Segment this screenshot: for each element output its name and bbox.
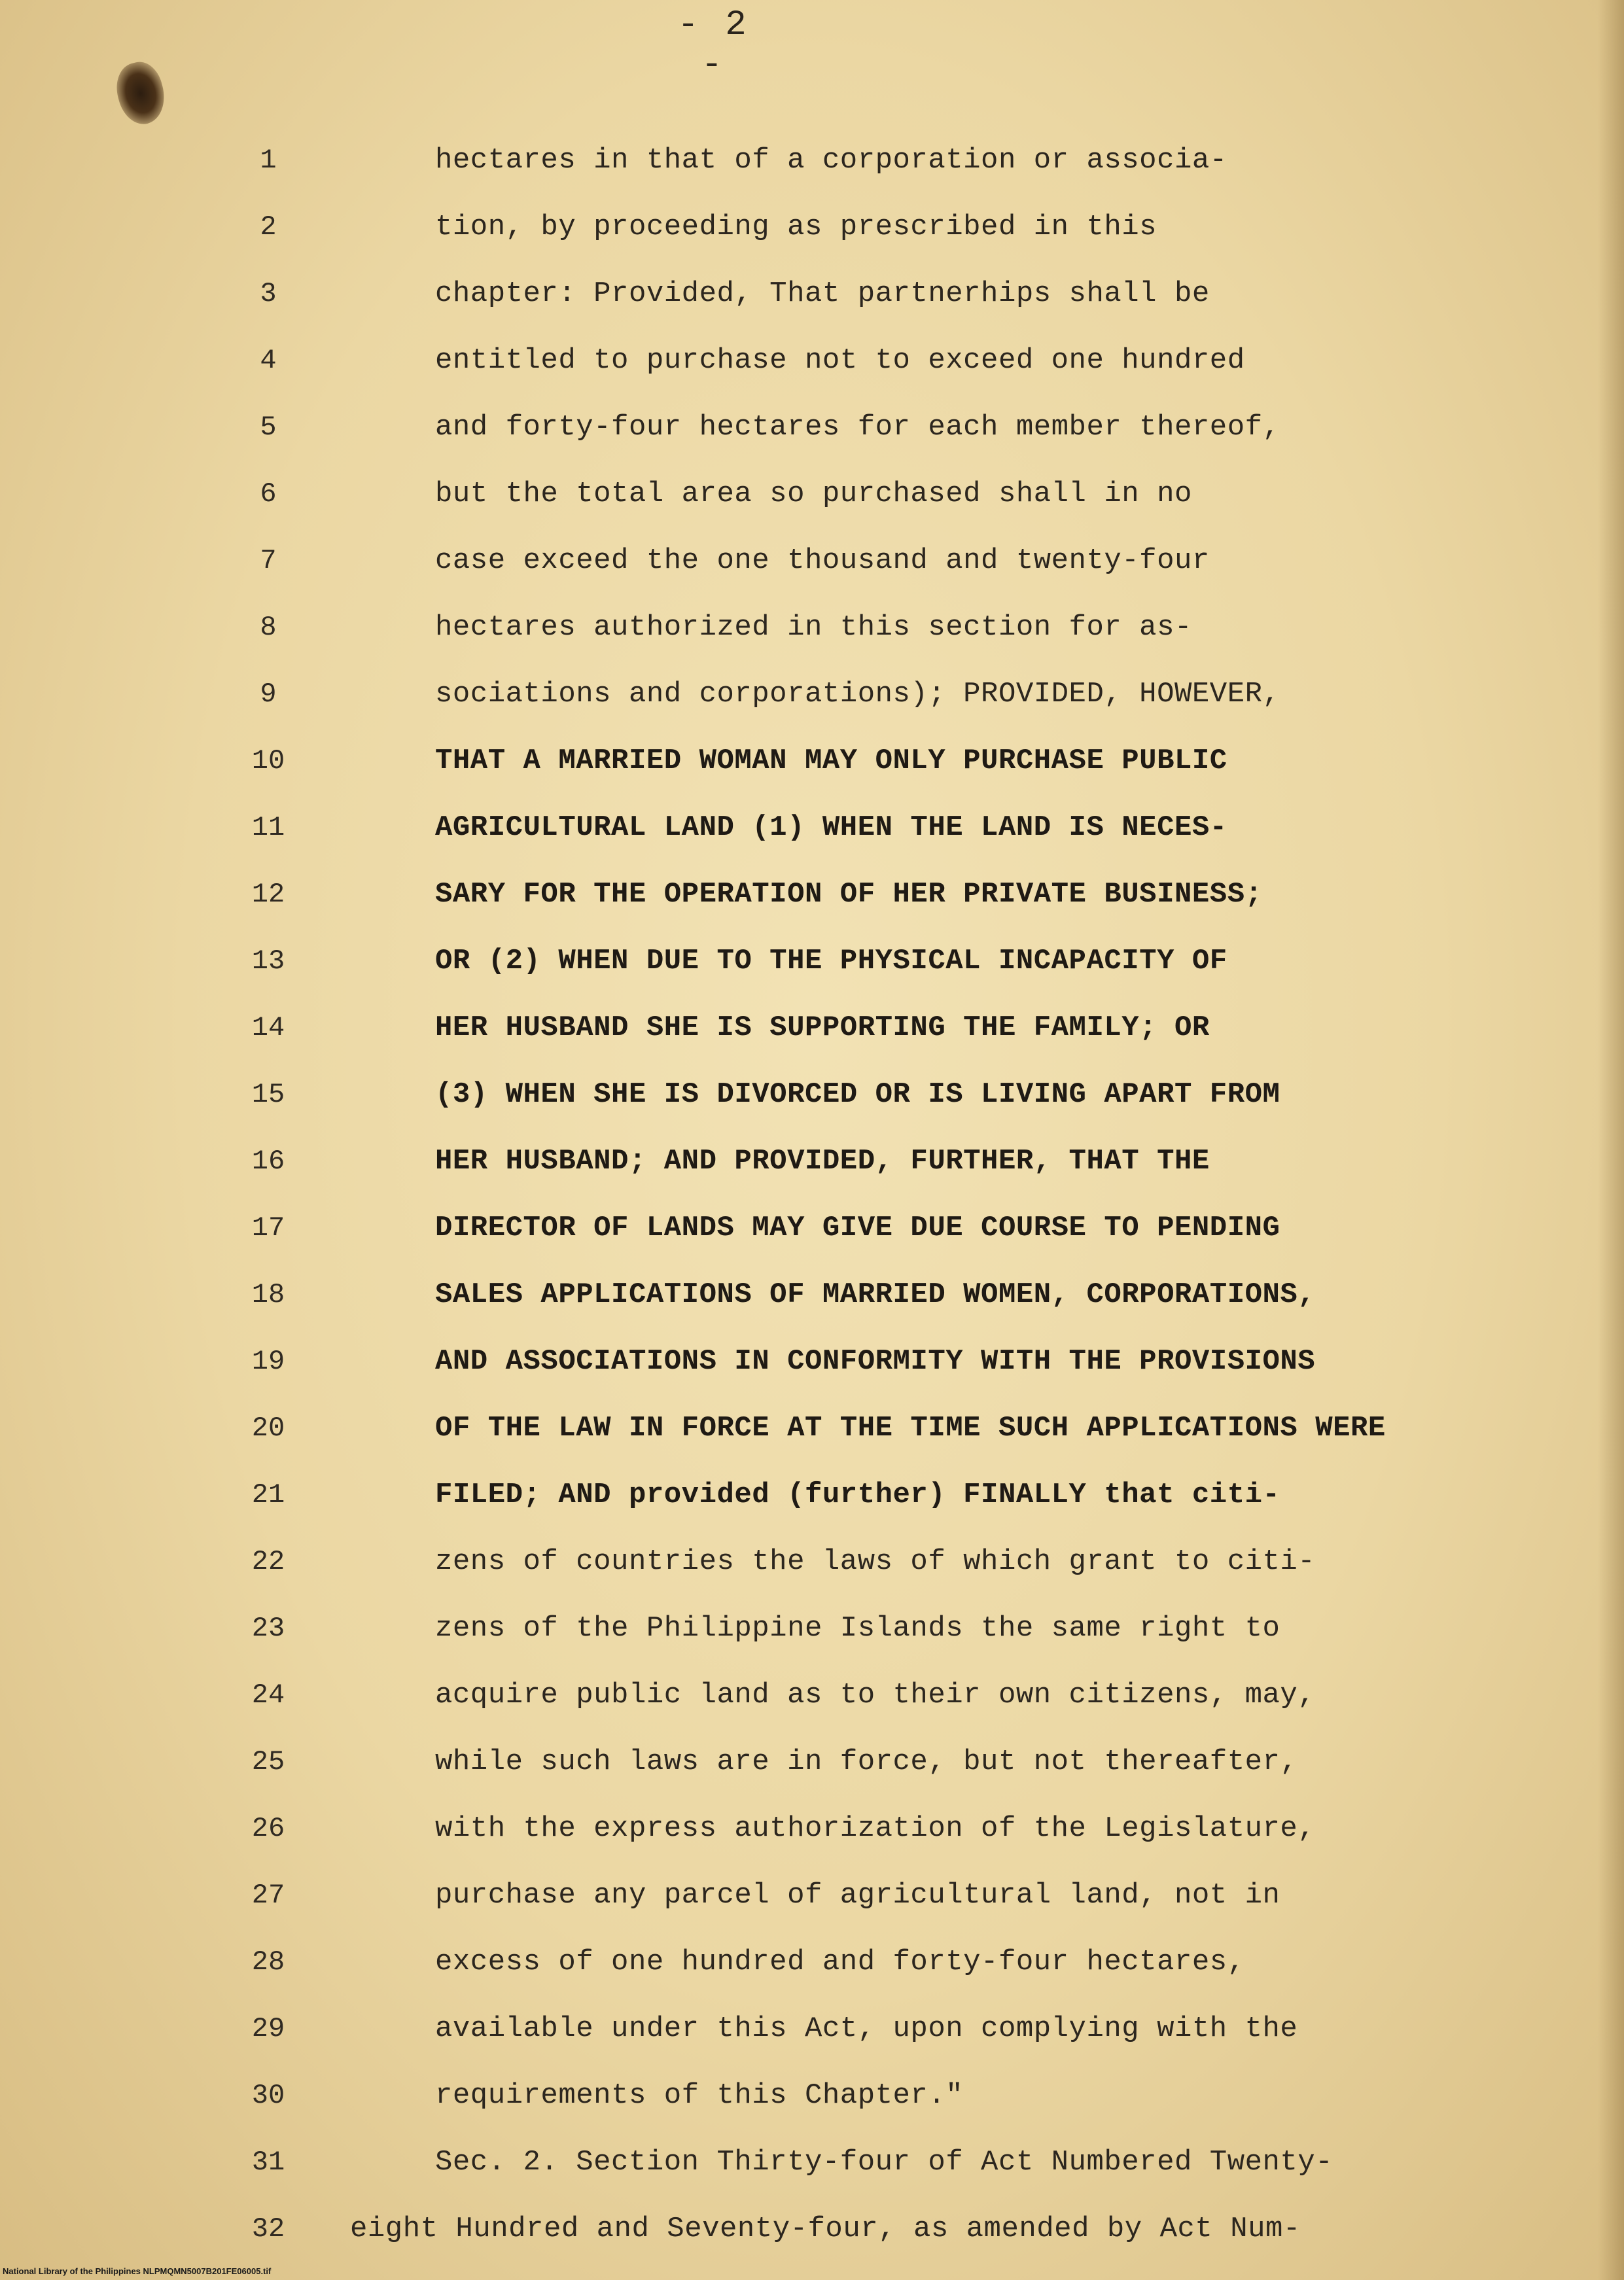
line-number: 10 xyxy=(251,745,285,777)
line-number: 28 xyxy=(251,1946,285,1978)
text-line: hectares authorized in this section for as- xyxy=(435,611,1192,644)
text-line: FILED; AND provided (further) FINALLY that citi- xyxy=(435,1479,1280,1511)
text-line: acquire public land as to their own citizens, may, xyxy=(435,1679,1316,1711)
text-line: but the total area so purchased shall in no xyxy=(435,478,1192,510)
line-number: 22 xyxy=(251,1546,285,1577)
line-number-column xyxy=(222,141,314,2276)
text-line: HER HUSBAND; AND PROVIDED, FURTHER, THAT THE xyxy=(435,1145,1210,1178)
text-line: zens of countries the laws of which grant to citi- xyxy=(435,1545,1316,1578)
line-number: 1 xyxy=(260,145,277,176)
line-number: 9 xyxy=(260,678,277,710)
line-number: 16 xyxy=(251,1146,285,1177)
text-line: AGRICULTURAL LAND (1) WHEN THE LAND IS NECES- xyxy=(435,811,1227,844)
line-number: 24 xyxy=(251,1679,285,1711)
line-number: 2 xyxy=(260,211,277,243)
text-line: excess of one hundred and forty-four hectares, xyxy=(435,1946,1245,1978)
text-line: SALES APPLICATIONS OF MARRIED WOMEN, CORPORATIONS, xyxy=(435,1278,1316,1311)
text-line: purchase any parcel of agricultural land, not in xyxy=(435,1879,1280,1912)
line-number: 3 xyxy=(260,278,277,309)
text-line: OR (2) WHEN DUE TO THE PHYSICAL INCAPACITY OF xyxy=(435,945,1227,977)
line-number: 17 xyxy=(251,1212,285,1244)
line-number: 6 xyxy=(260,478,277,510)
line-number: 27 xyxy=(251,1880,285,1911)
line-number: 13 xyxy=(251,945,285,977)
text-line: HER HUSBAND SHE IS SUPPORTING THE FAMILY; OR xyxy=(435,1011,1210,1044)
text-line: SARY FOR THE OPERATION OF HER PRIVATE BUSINESS; xyxy=(435,878,1263,911)
line-number: 30 xyxy=(251,2080,285,2111)
line-number: 26 xyxy=(251,1813,285,1844)
page-number: - 2 - xyxy=(677,5,749,85)
text-line: AND ASSOCIATIONS IN CONFORMITY WITH THE PROVISIONS xyxy=(435,1345,1316,1378)
archive-footer: National Library of the Philippines NLPMQMN5007B201FE06005.tif xyxy=(3,2266,272,2276)
line-number: 29 xyxy=(251,2013,285,2044)
text-line: zens of the Philippine Islands the same right to xyxy=(435,1612,1280,1645)
text-line: THAT A MARRIED WOMAN MAY ONLY PURCHASE PUBLIC xyxy=(435,745,1227,777)
text-line: requirements of this Chapter." xyxy=(435,2079,964,2112)
text-line: OF THE LAW IN FORCE AT THE TIME SUCH APPLICATIONS WERE xyxy=(435,1412,1386,1445)
text-line: available under this Act, upon complying with the xyxy=(435,2012,1298,2045)
text-line: case exceed the one thousand and twenty-four xyxy=(435,544,1210,577)
text-line: Sec. 2. Section Thirty-four of Act Numbered Twenty- xyxy=(435,2146,1333,2179)
line-number: 14 xyxy=(251,1012,285,1044)
line-number: 5 xyxy=(260,412,277,443)
line-number: 4 xyxy=(260,345,277,376)
line-number: 11 xyxy=(251,812,285,843)
line-number: 32 xyxy=(251,2213,285,2245)
text-line: while such laws are in force, but not thereafter, xyxy=(435,1745,1298,1778)
line-number: 8 xyxy=(260,612,277,643)
text-line: chapter: Provided, That partnerhips shall be xyxy=(435,277,1210,310)
text-line: (3) WHEN SHE IS DIVORCED OR IS LIVING APART FROM xyxy=(435,1078,1280,1111)
typed-text-body xyxy=(350,141,1547,2276)
line-number: 20 xyxy=(251,1412,285,1444)
line-number: 7 xyxy=(260,545,277,576)
line-number: 12 xyxy=(251,879,285,910)
text-line: sociations and corporations); PROVIDED, HOWEVER, xyxy=(435,678,1280,710)
text-line: hectares in that of a corporation or associa- xyxy=(435,144,1227,177)
line-number: 18 xyxy=(251,1279,285,1310)
page-edge-shadow xyxy=(1598,0,1624,2280)
text-line: eight Hundred and Seventy-four, as amended by Act Num- xyxy=(350,2213,1301,2245)
text-line: and forty-four hectares for each member thereof, xyxy=(435,411,1280,444)
line-number: 31 xyxy=(251,2147,285,2178)
line-number: 15 xyxy=(251,1079,285,1110)
text-line: DIRECTOR OF LANDS MAY GIVE DUE COURSE TO PENDING xyxy=(435,1212,1280,1244)
ink-stain xyxy=(111,58,171,130)
text-line: entitled to purchase not to exceed one hundred xyxy=(435,344,1245,377)
text-line: tion, by proceeding as prescribed in this xyxy=(435,211,1157,243)
line-number: 21 xyxy=(251,1479,285,1511)
line-number: 23 xyxy=(251,1613,285,1644)
line-number: 19 xyxy=(251,1346,285,1377)
line-number: 25 xyxy=(251,1746,285,1778)
text-line: with the express authorization of the Legislature, xyxy=(435,1812,1316,1845)
